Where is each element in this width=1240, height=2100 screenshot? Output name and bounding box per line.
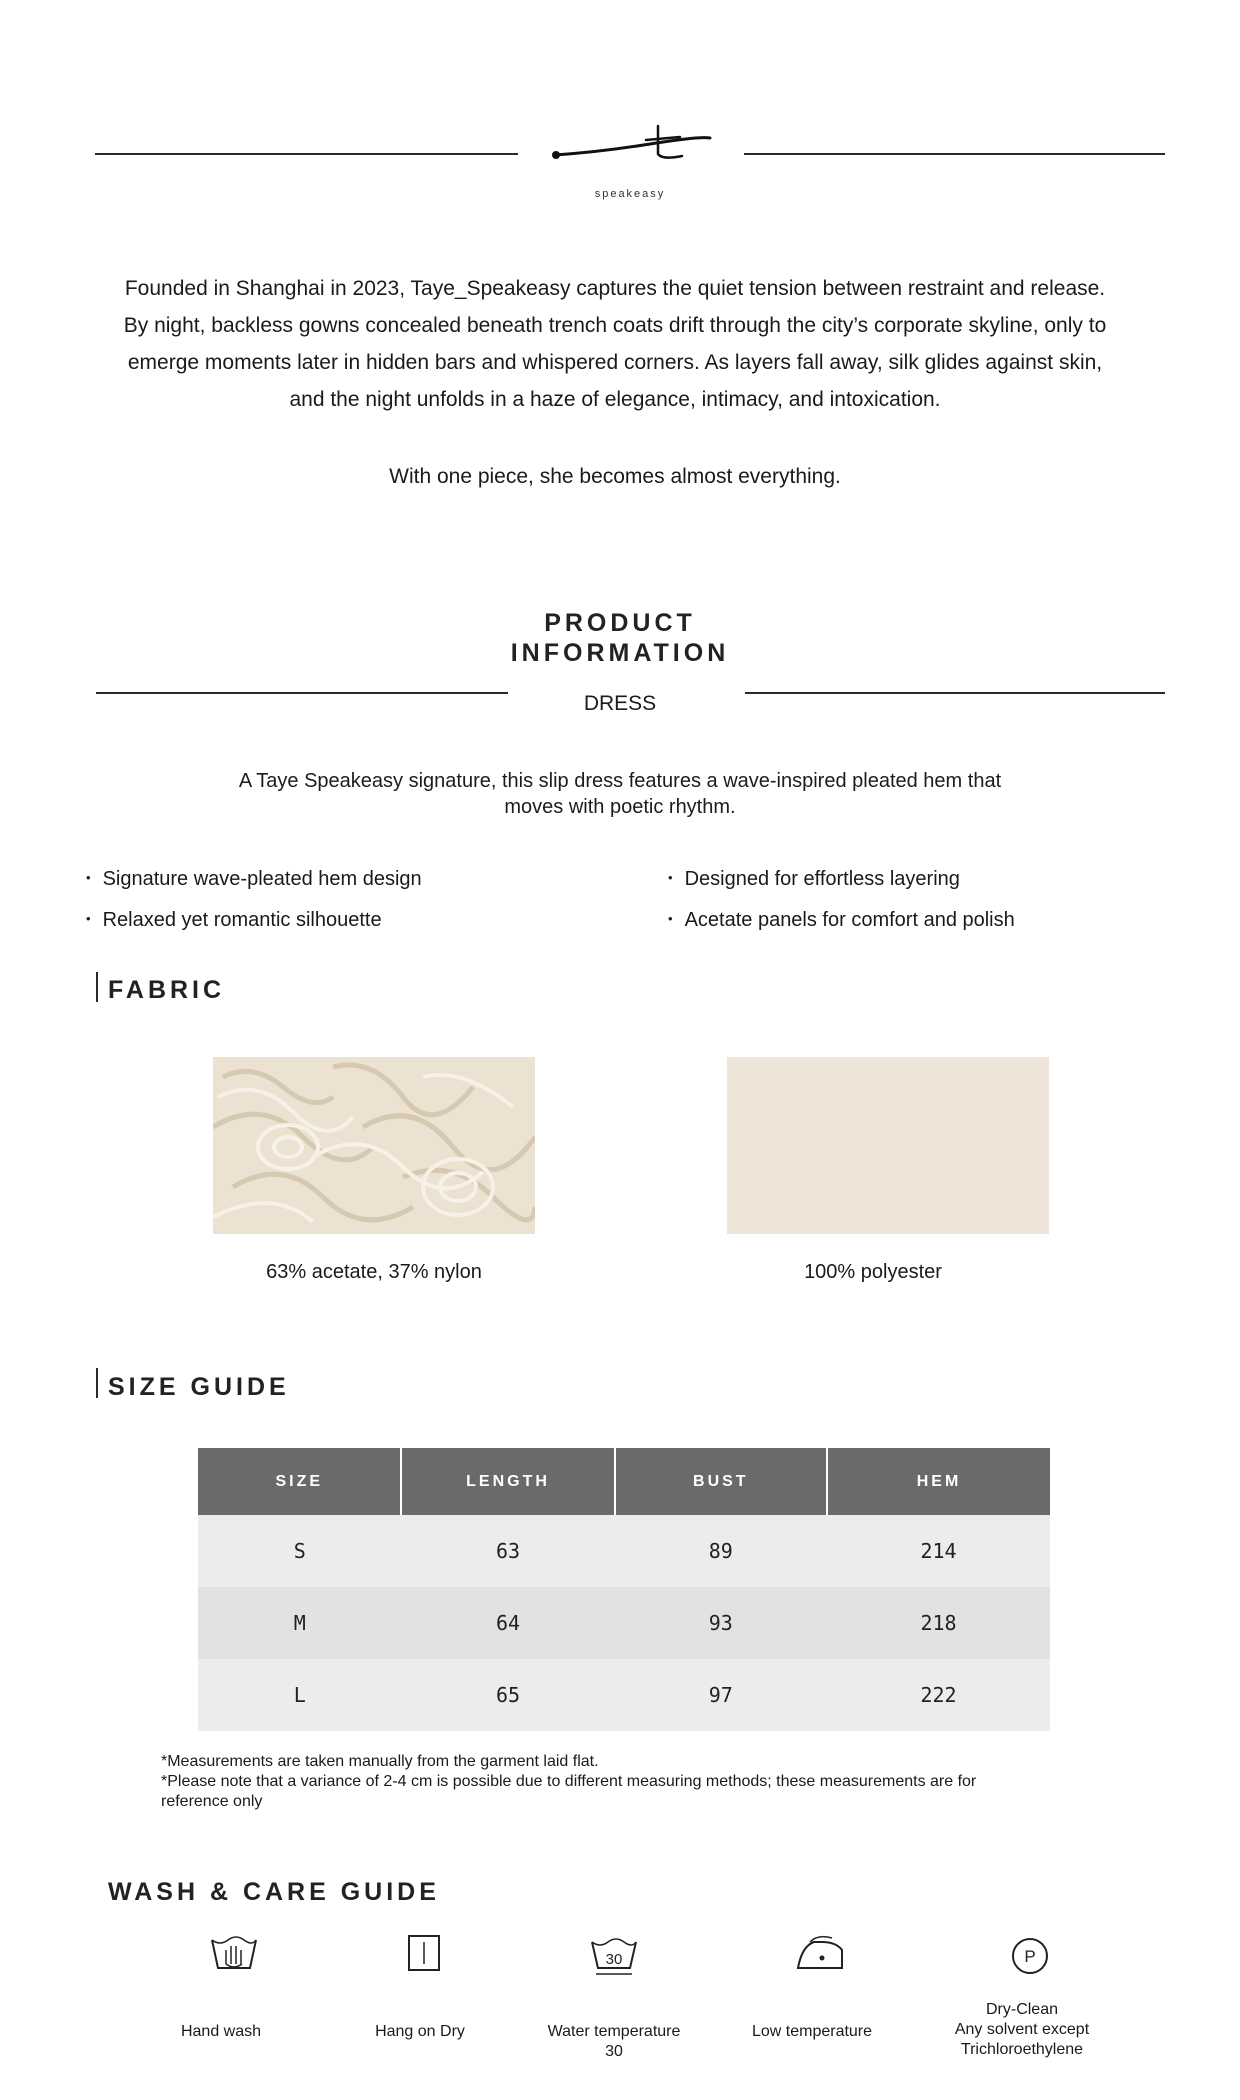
feature-item: • Acetate panels for comfort and polish <box>668 909 1015 932</box>
logo-divider-left <box>95 153 518 155</box>
table-cell: M <box>198 1587 401 1659</box>
size-guide-title-bar <box>96 1368 98 1398</box>
column-header-hem: HEM <box>827 1448 1050 1515</box>
table-cell: 93 <box>615 1587 827 1659</box>
description-line: moves with poetic rhythm. <box>504 796 736 818</box>
fabric-swatch-shell <box>213 1057 535 1234</box>
hang-dry-icon <box>396 1928 452 1984</box>
table-cell: 97 <box>615 1659 827 1731</box>
column-header-bust: BUST <box>615 1448 827 1515</box>
care-label <box>514 2022 714 2062</box>
story-line: and the night unfolds in a haze of elegance, intimacy, and intoxication. <box>289 388 941 411</box>
wash-30-icon <box>586 1928 642 1984</box>
table-row <box>198 1587 1050 1659</box>
table-cell: 218 <box>827 1587 1050 1659</box>
size-table <box>198 1448 1050 1731</box>
brand-logo-icon <box>540 110 720 170</box>
fabric-swatch-lining <box>727 1057 1049 1234</box>
care-label: Low temperature <box>751 2023 873 2040</box>
product-info-title <box>0 608 1240 668</box>
care-label-line: Water temperature <box>547 2023 681 2040</box>
description-line: A Taye Speakeasy signature, this slip dress features a wave-inspired pleated hem that <box>238 770 1002 792</box>
hand-wash-icon <box>206 1928 262 1984</box>
size-table-header-row <box>198 1448 1050 1515</box>
note-line: *Please note that a variance of 2-4 cm is possible due to different measuring methods; these measurements are for <box>161 1773 977 1790</box>
size-guide-title: SIZE GUIDE <box>108 1373 290 1401</box>
story-line: By night, backless gowns concealed beneath trench coats drift through the city’s corporate skyline, only to <box>123 314 1107 337</box>
feature-item: • Signature wave-pleated hem design <box>86 868 422 891</box>
product-info-title-line: INFORMATION <box>510 639 730 667</box>
product-info-title-line: PRODUCT <box>544 609 696 637</box>
brand-tagline: With one piece, she becomes almost everything. <box>389 465 841 488</box>
fabric-title: FABRIC <box>108 976 226 1004</box>
product-description <box>0 768 1240 820</box>
table-cell: L <box>198 1659 401 1731</box>
column-header-size: SIZE <box>198 1448 401 1515</box>
logo-divider-right <box>744 153 1165 155</box>
table-cell: 64 <box>401 1587 614 1659</box>
table-row <box>198 1659 1050 1731</box>
care-guide-title: WASH & CARE GUIDE <box>108 1878 440 1906</box>
low-iron-icon <box>792 1928 848 1984</box>
dry-clean-letter: P <box>1024 1947 1036 1966</box>
feature-item: • Designed for effortless layering <box>668 868 960 891</box>
story-line: Founded in Shanghai in 2023, Taye_Speakeasy captures the quiet tension between restraint and release. <box>124 277 1106 300</box>
table-cell: 214 <box>827 1515 1050 1587</box>
table-cell: 63 <box>401 1515 614 1587</box>
care-label: Hand wash <box>180 2023 262 2040</box>
table-cell: 222 <box>827 1659 1050 1731</box>
note-line: reference only <box>161 1793 263 1810</box>
dry-clean-p-icon <box>1002 1928 1058 1984</box>
table-cell: 65 <box>401 1659 614 1731</box>
fabric-caption: 100% polyester <box>804 1261 942 1283</box>
column-header-length: LENGTH <box>401 1448 614 1515</box>
brand-wordmark: speakeasy <box>594 188 666 200</box>
care-label-line: Any solvent except <box>954 2021 1090 2038</box>
table-row <box>198 1515 1050 1587</box>
fabric-caption: 63% acetate, 37% nylon <box>266 1261 482 1283</box>
table-cell: 89 <box>615 1515 827 1587</box>
care-label-line: Trichloroethylene <box>960 2041 1084 2058</box>
measurement-notes <box>161 1752 1041 1812</box>
care-label-line: Dry-Clean <box>985 2001 1058 2018</box>
product-category: DRESS <box>583 692 657 715</box>
note-line: *Measurements are taken manually from the garment laid flat. <box>161 1753 599 1770</box>
care-label <box>922 2000 1122 2060</box>
table-cell: S <box>198 1515 401 1587</box>
wash-temp-text: 30 <box>605 1951 623 1968</box>
care-label: Hang on Dry <box>375 2023 465 2040</box>
care-label-line: 30 <box>605 2043 623 2060</box>
story-line: emerge moments later in hidden bars and whispered corners. As layers fall away, silk glides against skin, <box>127 351 1103 374</box>
feature-item: • Relaxed yet romantic silhouette <box>86 909 382 932</box>
brand-story <box>110 270 1120 418</box>
fabric-title-bar <box>96 972 98 1002</box>
